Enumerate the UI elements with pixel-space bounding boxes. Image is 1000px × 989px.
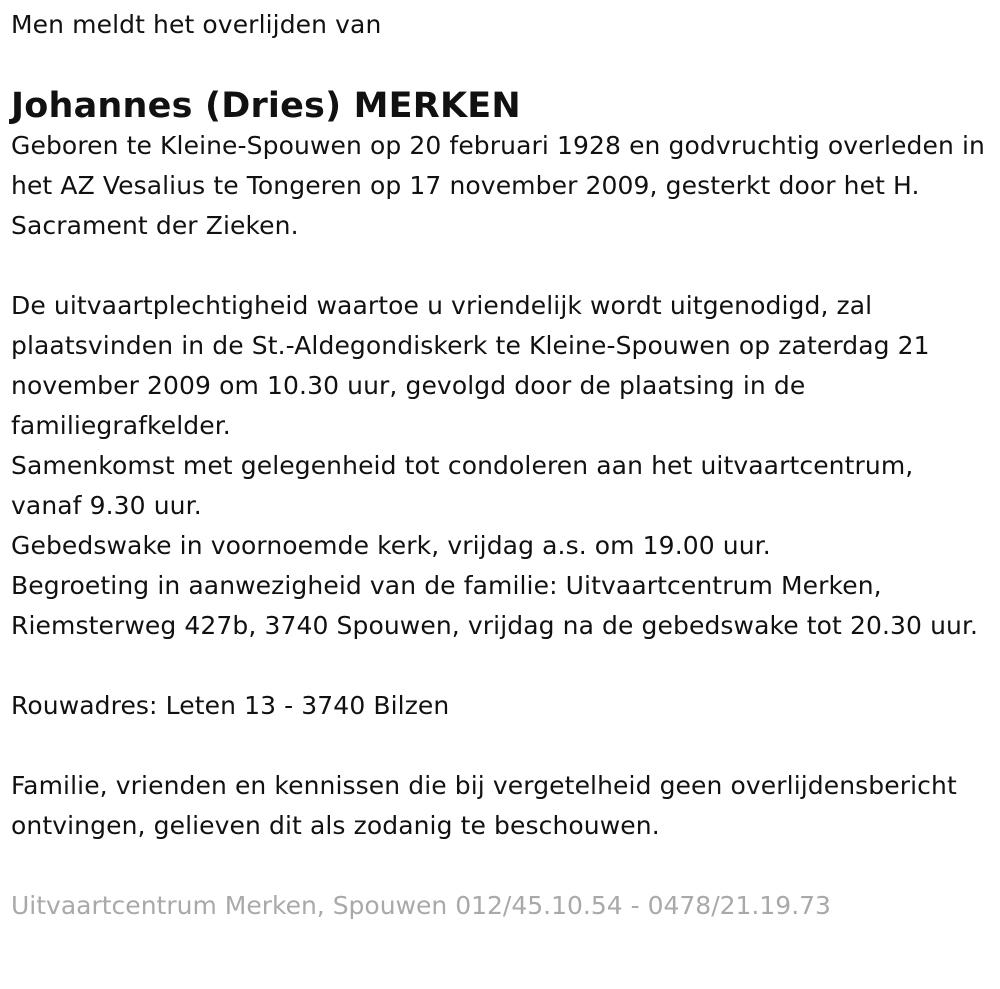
closing-paragraph: Familie, vrienden en kennissen die bij vergetelheid geen overlijdensbericht ontvingen, gelieven dit als zodanig te beschouwen. [11, 771, 957, 840]
death-notice [11, 0, 991, 926]
funeral-paragraph: De uitvaartplechtigheid waartoe u vriendelijk wordt uitgenodigd, zal plaatsvinden in de St.-Aldegondiskerk te Kleine-Spouwen op zaterdag 21 november 2009 om 10.30 uur, gevolgd door de plaatsing in de familiegrafkelder. [11, 291, 930, 440]
paragraph-gap [11, 726, 991, 766]
funeral-home-footer: Uitvaartcentrum Merken, Spouwen 012/45.10.54 - 0478/21.19.73 [11, 891, 831, 920]
deceased-name: Johannes (Dries) MERKEN [11, 86, 521, 126]
visitation-paragraph: Begroeting in aanwezigheid van de familie: Uitvaartcentrum Merken, Riemsterweg 427b, 3740 Spouwen, vrijdag na de gebedswake tot 20.30 uur. [11, 571, 979, 640]
vigil-paragraph: Gebedswake in voornoemde kerk, vrijdag a.s. om 19.00 uur. [11, 531, 771, 560]
paragraph-gap [11, 646, 991, 686]
gathering-paragraph: Samenkomst met gelegenheid tot condoleren aan het uitvaartcentrum, vanaf 9.30 uur. [11, 451, 914, 520]
birth-death-paragraph: Geboren te Kleine-Spouwen op 20 februari 1928 en godvruchtig overleden in het AZ Vesalius te Tongeren op 17 november 2009, gesterkt door het H. Sacrament der Zieken. [11, 131, 985, 240]
intro-line: Men meldt het overlijden van [11, 10, 382, 39]
paragraph-gap [11, 246, 991, 286]
mourning-address: Rouwadres: Leten 13 - 3740 Bilzen [11, 691, 450, 720]
notice-body [11, 126, 991, 846]
